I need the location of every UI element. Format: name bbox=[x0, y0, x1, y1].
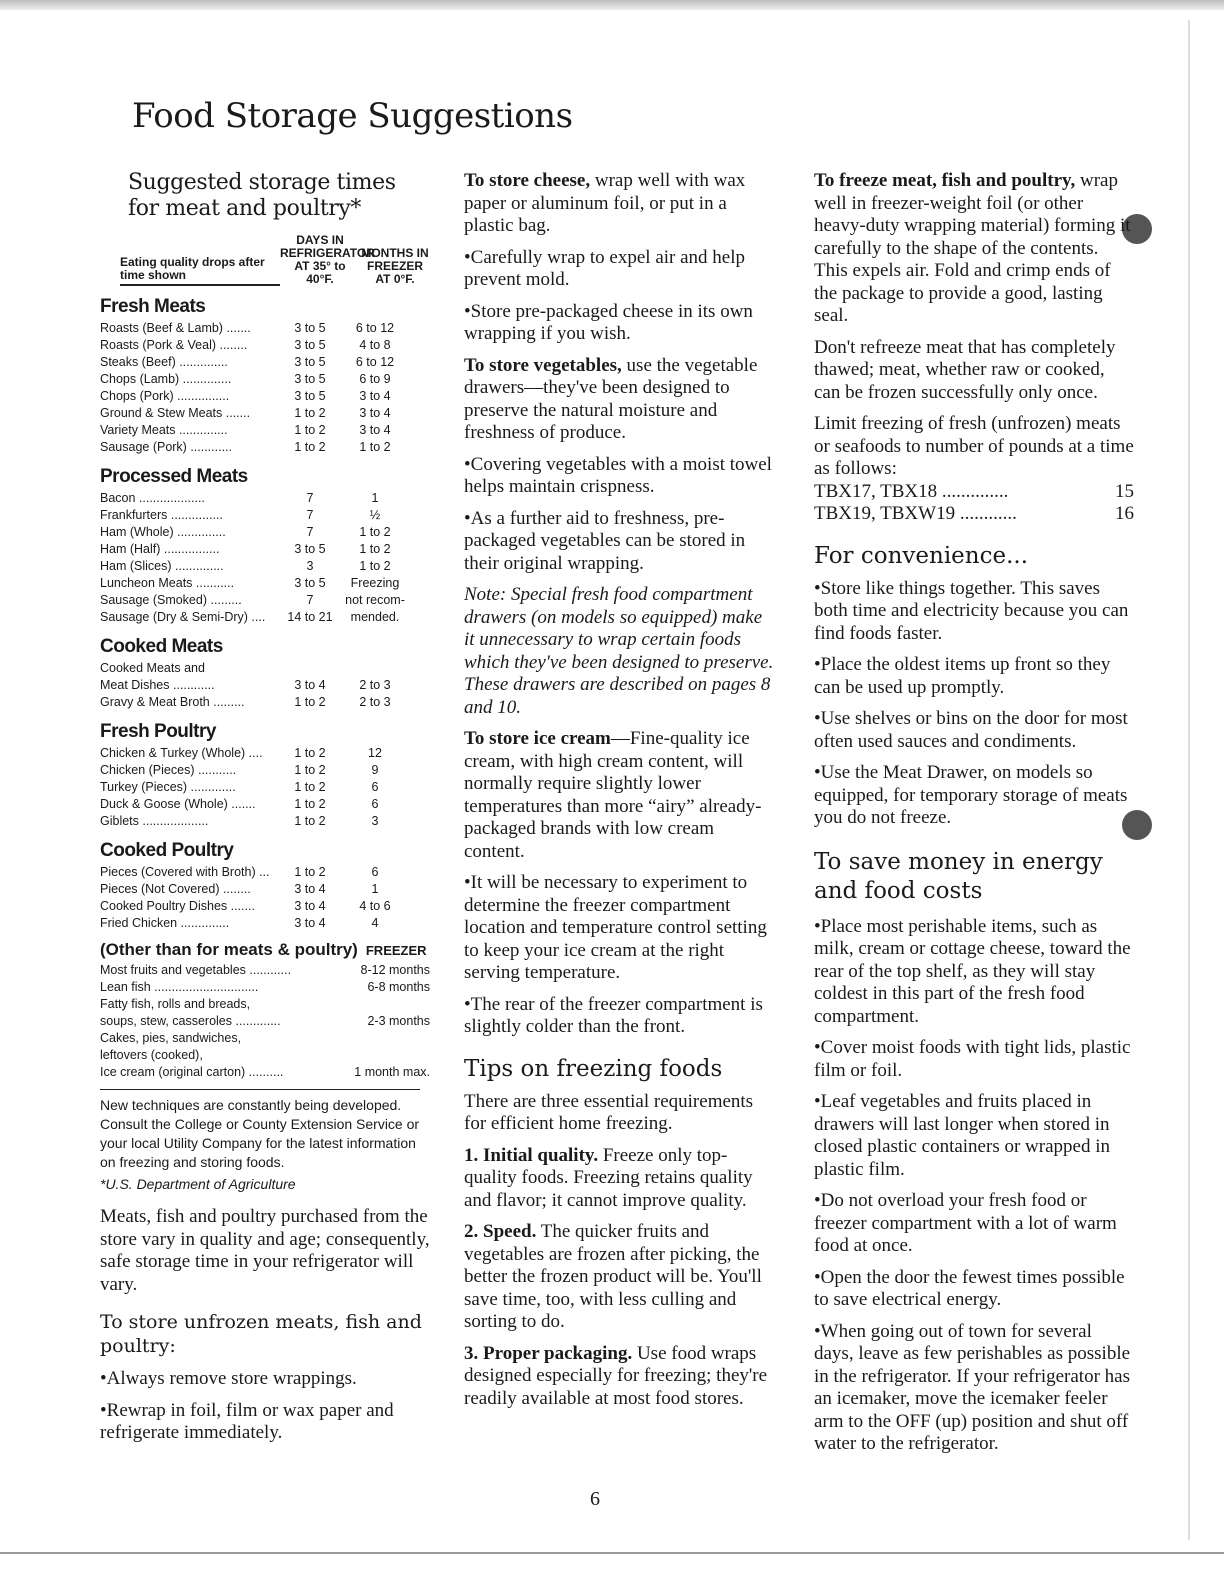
months-value: 9 bbox=[371, 763, 379, 777]
table-row bbox=[100, 439, 430, 456]
freeze-para: To freeze meat, fish and poultry, wrap well in freezer-weight foil (or other heavy-duty wrapping material) forming it carefully to the shape of the contents. This expels air. Fold and crimp ends of the package to provide a good, lasting seal. bbox=[814, 170, 1131, 326]
table-row bbox=[100, 405, 430, 422]
other-row bbox=[100, 979, 430, 996]
table-row bbox=[100, 796, 430, 813]
table-note: New techniques are constantly being developed. Consult the College or County Extension Service or your local Utility Company for the latest information on freezing and storing foods. bbox=[100, 1097, 420, 1170]
item-name: Roasts (Pork & Veal) ........ bbox=[100, 338, 248, 352]
item-name: Chops (Lamb) .............. bbox=[100, 372, 232, 386]
other-row bbox=[100, 1047, 430, 1064]
days-value: 1 to 2 bbox=[294, 780, 326, 794]
section-cooked-poultry: Cooked Poultry bbox=[100, 840, 234, 861]
months-value: Freezing bbox=[350, 576, 400, 590]
save-bullet-2: • Cover moist foods with tight lids, plastic film or foil. bbox=[814, 1037, 1134, 1082]
days-value: 7 bbox=[306, 508, 314, 522]
table-row bbox=[100, 490, 430, 507]
section-fresh-poultry: Fresh Poultry bbox=[100, 721, 216, 742]
months-value: 6 bbox=[371, 780, 379, 794]
item-name: Lean fish .............................. bbox=[100, 980, 259, 994]
other-row bbox=[100, 1064, 430, 1081]
months-value: 3 to 4 bbox=[359, 423, 391, 437]
table-header bbox=[120, 234, 430, 286]
days-value: 1 to 2 bbox=[294, 746, 326, 760]
months-value: mended. bbox=[350, 610, 400, 624]
days-value: 3 to 5 bbox=[294, 372, 326, 386]
cheese-para: To store cheese, wrap well with wax paper or aluminum foil, or put in a plastic bag. bbox=[464, 170, 746, 236]
item-name: Roasts (Beef & Lamb) ....... bbox=[100, 321, 251, 335]
divider bbox=[100, 1089, 420, 1090]
days-value: 1 to 2 bbox=[294, 814, 326, 828]
table-row bbox=[100, 779, 430, 796]
save-bullet-3: • Leaf vegetables and fruits placed in drawers will last longer when stored in closed plastic containers or wrapped in plastic film. bbox=[814, 1091, 1134, 1181]
days-value: 3 to 4 bbox=[294, 678, 326, 692]
storage-table bbox=[100, 234, 430, 1192]
item-name: Fatty fish, rolls and breads, bbox=[100, 997, 251, 1011]
months-value: 1 to 2 bbox=[359, 440, 391, 454]
days-value: 3 to 5 bbox=[294, 389, 326, 403]
section-fresh-meats: Fresh Meats bbox=[100, 296, 206, 317]
item-name: Ham (Half) ................ bbox=[100, 542, 220, 556]
days-value: 1 to 2 bbox=[294, 406, 326, 420]
days-value: 3 to 4 bbox=[294, 882, 326, 896]
months-value bbox=[335, 660, 415, 677]
table-row bbox=[100, 337, 430, 354]
months-value: 4 to 8 bbox=[359, 338, 391, 352]
veg-note: Note: Special fresh food compartment drawers (on models so equipped) make it unnecessary to wrap certain foods which they've been designed to preserve. These drawers are described on pages 8 and 10. bbox=[464, 584, 774, 718]
months-value: 1 to 2 bbox=[359, 542, 391, 556]
section-cooked-meats: Cooked Meats bbox=[100, 636, 223, 657]
tips-intro: There are three essential requirements for efficient home freezing. bbox=[464, 1090, 754, 1134]
months-value: 6 to 12 bbox=[355, 355, 395, 369]
months-value: 3 to 4 bbox=[359, 406, 391, 420]
table-row bbox=[100, 558, 430, 575]
conv-bullet-4: • Use the Meat Drawer, on models so equipped, for temporary storage of meats you do not freeze. bbox=[814, 762, 1134, 830]
section-processed-meats: Processed Meats bbox=[100, 466, 248, 487]
conv-bullet-1: • Store like things together. This saves both time and electricity because you can find foods faster. bbox=[814, 578, 1134, 646]
item-name: Pieces (Not Covered) ........ bbox=[100, 882, 251, 896]
table-row bbox=[100, 541, 430, 558]
table-row bbox=[100, 524, 430, 541]
table-row bbox=[100, 422, 430, 439]
other-row bbox=[100, 1030, 430, 1047]
days-value: 14 to 21 bbox=[287, 610, 333, 624]
months-value: 6 bbox=[371, 865, 379, 879]
item-name: Gravy & Meat Broth ......... bbox=[100, 695, 245, 709]
months-value: ½ bbox=[369, 508, 381, 522]
days-value: 7 bbox=[306, 593, 314, 607]
item-name: Ham (Whole) .............. bbox=[100, 525, 226, 539]
item-name: Sausage (Smoked) ......... bbox=[100, 593, 242, 607]
ice-bullet-2: • The rear of the freezer compartment is slightly colder than the front. bbox=[464, 994, 774, 1039]
table-row bbox=[100, 592, 430, 609]
unfrozen-heading: To store unfrozen meats, fish and poultry: bbox=[100, 1311, 422, 1357]
veg-bullet-2: • As a further aid to freshness, pre-packaged vegetables can be stored in their original wrapping. bbox=[464, 508, 774, 576]
column-freezing bbox=[814, 170, 1134, 1465]
convenience-heading: For convenience... bbox=[814, 542, 1029, 569]
days-value: 3 to 4 bbox=[294, 916, 326, 930]
months-value: 1 to 2 bbox=[359, 525, 391, 539]
days-value: 1 to 2 bbox=[294, 763, 326, 777]
freezer-value: 8-12 months bbox=[360, 963, 430, 977]
months-value: 1 to 2 bbox=[359, 559, 391, 573]
months-value: 2 to 3 bbox=[359, 678, 391, 692]
header-eating: Eating quality drops after time shown bbox=[120, 256, 280, 286]
table-row bbox=[100, 677, 430, 694]
months-value: 2 to 3 bbox=[359, 695, 391, 709]
months-value: not recom- bbox=[345, 593, 405, 607]
scan-right-edge bbox=[1188, 20, 1190, 1540]
header-months: MONTHS IN FREEZER AT 0°F. bbox=[361, 246, 429, 286]
veg-bullet-1: • Covering vegetables with a moist towel helps maintain crispness. bbox=[464, 454, 774, 499]
table-row bbox=[100, 762, 430, 779]
table-row bbox=[100, 575, 430, 592]
table-row bbox=[100, 745, 430, 762]
ice-cream-para: To store ice cream—Fine-quality ice cream, with high cream content, will normally require slightly lower temperatures than more “airy” already-packaged brands with low cream content. bbox=[464, 728, 762, 862]
days-value: 3 to 5 bbox=[294, 338, 326, 352]
tip-2: 2. Speed. The quicker fruits and vegetables are frozen after picking, the better the frozen product will be. You'll save time, too, with less culling and sorting to do. bbox=[464, 1221, 762, 1332]
bullet-unfrozen-1: • Always remove store wrappings. bbox=[100, 1368, 430, 1391]
days-value: 1 to 2 bbox=[294, 440, 326, 454]
item-name: Most fruits and vegetables ............ bbox=[100, 963, 292, 977]
cheese-bullet-2: • Store pre-packaged cheese in its own wrapping if you wish. bbox=[464, 301, 774, 346]
limit-row: TBX17, TBX18 .............. 15 bbox=[814, 480, 1134, 502]
item-name: Cakes, pies, sandwiches, bbox=[100, 1031, 242, 1045]
page-number: 6 bbox=[590, 1488, 600, 1510]
months-value: 4 bbox=[371, 916, 379, 930]
days-value: 1 to 2 bbox=[294, 865, 326, 879]
tip-3: 3. Proper packaging. Use food wraps designed especially for freezing; they're readily available at most food stores. bbox=[464, 1342, 768, 1409]
days-value: 3 to 4 bbox=[294, 899, 326, 913]
item-name: Ham (Slices) .............. bbox=[100, 559, 224, 573]
table-row bbox=[100, 354, 430, 371]
item-name: Frankfurters ............... bbox=[100, 508, 223, 522]
item-name: Chicken (Pieces) ........... bbox=[100, 763, 237, 777]
freezer-value: 6-8 months bbox=[367, 980, 430, 994]
item-name: leftovers (cooked), bbox=[100, 1048, 203, 1062]
months-value: 3 bbox=[371, 814, 379, 828]
conv-bullet-2: • Place the oldest items up front so they can be used up promptly. bbox=[814, 654, 1134, 699]
item-name: Sausage (Pork) ............ bbox=[100, 440, 232, 454]
item-name: Ice cream (original carton) .......... bbox=[100, 1065, 284, 1079]
other-row bbox=[100, 996, 430, 1013]
item-name: Cooked Meats and bbox=[100, 661, 205, 675]
months-value: 6 to 12 bbox=[355, 321, 395, 335]
table-row bbox=[100, 864, 430, 881]
scan-top-edge bbox=[0, 0, 1224, 10]
tip-1: 1. Initial quality. Freeze only top-quality foods. Freezing retains quality and flavor; it cannot improve quality. bbox=[464, 1144, 753, 1211]
item-name: Giblets ................... bbox=[100, 814, 209, 828]
table-heading: Suggested storage times for meat and poultry* bbox=[128, 170, 396, 221]
months-value: 1 bbox=[371, 882, 379, 896]
page-title: Food Storage Suggestions bbox=[132, 96, 573, 136]
days-value: 3 bbox=[306, 559, 314, 573]
save-bullet-6: • When going out of town for several days, leave as few perishables as possible in the refrigerator. If your refrigerator has an icemaker, move the icemaker feeler arm to the OFF (up) position and shut off water to the refrigerator. bbox=[814, 1321, 1134, 1456]
item-name: Luncheon Meats ........... bbox=[100, 576, 235, 590]
vegetables-para: To store vegetables, use the vegetable drawers—they've been designed to preserve the natural moisture and freshness of produce. bbox=[464, 354, 758, 443]
table-row bbox=[100, 371, 430, 388]
table-row bbox=[100, 388, 430, 405]
table-row bbox=[100, 694, 430, 711]
table-row bbox=[100, 915, 430, 932]
limit-row: TBX19, TBXW19 ............ 16 bbox=[814, 503, 1134, 524]
months-value: 4 to 6 bbox=[359, 899, 391, 913]
days-value: 1 to 2 bbox=[294, 797, 326, 811]
ice-bullet-1: • It will be necessary to experiment to determine the freezer compartment location and temperature control setting to keep your ice cream at the right serving temperature. bbox=[464, 872, 774, 985]
item-name: Bacon ................... bbox=[100, 491, 205, 505]
item-name: Chops (Pork) ............... bbox=[100, 389, 230, 403]
refreeze-para: Don't refreeze meat that has completely thawed; meat, whether raw or cooked, can be frozen successfully only once. bbox=[814, 336, 1116, 403]
freezer-value: 2-3 months bbox=[367, 1014, 430, 1028]
cheese-bullet-1: • Carefully wrap to expel air and help prevent mold. bbox=[464, 247, 774, 292]
item-name: Fried Chicken .............. bbox=[100, 916, 230, 930]
item-name: Duck & Goose (Whole) ....... bbox=[100, 797, 256, 811]
table-row bbox=[100, 660, 430, 677]
save-heading: To save money in energy and food costs bbox=[814, 848, 1103, 904]
item-name: Variety Meats .............. bbox=[100, 423, 228, 437]
days-value bbox=[285, 660, 335, 677]
table-row bbox=[100, 881, 430, 898]
months-value: 1 bbox=[371, 491, 379, 505]
header-days: DAYS IN REFRIGERATOR AT 35° to 40°F. bbox=[280, 233, 375, 286]
item-name: Ground & Stew Meats ....... bbox=[100, 406, 251, 420]
table-row bbox=[100, 813, 430, 830]
months-value: 6 to 9 bbox=[359, 372, 391, 386]
other-heading: (Other than for meats & poultry) FREEZER bbox=[100, 940, 427, 959]
save-bullet-5: • Open the door the fewest times possible to save electrical energy. bbox=[814, 1267, 1134, 1312]
days-value: 1 to 2 bbox=[294, 695, 326, 709]
conv-bullet-3: • Use shelves or bins on the door for most often used sauces and condiments. bbox=[814, 708, 1134, 753]
column-storing bbox=[464, 170, 774, 1419]
item-name: Steaks (Beef) .............. bbox=[100, 355, 228, 369]
bullet-unfrozen-2: • Rewrap in foil, film or wax paper and refrigerate immediately. bbox=[100, 1400, 430, 1445]
column-storage-table bbox=[100, 170, 430, 1454]
months-value: 3 to 4 bbox=[359, 389, 391, 403]
other-row bbox=[100, 1013, 430, 1030]
table-row bbox=[100, 898, 430, 915]
table-row bbox=[100, 507, 430, 524]
table-row bbox=[100, 609, 430, 626]
item-name: Turkey (Pieces) ............. bbox=[100, 780, 236, 794]
item-name: Cooked Poultry Dishes ....... bbox=[100, 899, 255, 913]
days-value: 3 to 5 bbox=[294, 321, 326, 335]
months-value: 6 bbox=[371, 797, 379, 811]
save-bullet-1: • Place most perishable items, such as milk, cream or cottage cheese, toward the rear of the top shelf, as they will stay coldest in this part of the fresh food compartment. bbox=[814, 916, 1134, 1029]
limit-para: Limit freezing of fresh (unfrozen) meats or seafoods to number of pounds at a time as follows: bbox=[814, 413, 1134, 479]
item-name: Pieces (Covered with Broth) ... bbox=[100, 865, 270, 879]
paragraph-meats: Meats, fish and poultry purchased from the store vary in quality and age; consequently, safe storage time in your refrigerator will vary. bbox=[100, 1206, 430, 1295]
table-row bbox=[100, 320, 430, 337]
item-name: soups, stew, casseroles ............. bbox=[100, 1014, 281, 1028]
freezer-value: 1 month max. bbox=[354, 1065, 430, 1079]
days-value: 1 to 2 bbox=[294, 423, 326, 437]
item-name: Meat Dishes ............ bbox=[100, 678, 215, 692]
tips-heading: Tips on freezing foods bbox=[464, 1055, 723, 1082]
item-name: Sausage (Dry & Semi-Dry) .... bbox=[100, 610, 266, 624]
days-value: 7 bbox=[306, 525, 314, 539]
days-value: 7 bbox=[306, 491, 314, 505]
days-value: 3 to 5 bbox=[294, 542, 326, 556]
days-value: 3 to 5 bbox=[294, 355, 326, 369]
other-row bbox=[100, 962, 430, 979]
months-value: 12 bbox=[368, 746, 382, 760]
save-bullet-4: • Do not overload your fresh food or freezer compartment with a lot of warm food at once. bbox=[814, 1190, 1134, 1258]
item-name: Chicken & Turkey (Whole) .... bbox=[100, 746, 263, 760]
days-value: 3 to 5 bbox=[294, 576, 326, 590]
scan-bottom-edge bbox=[0, 1552, 1224, 1554]
footnote: *U.S. Department of Agriculture bbox=[100, 1176, 296, 1192]
